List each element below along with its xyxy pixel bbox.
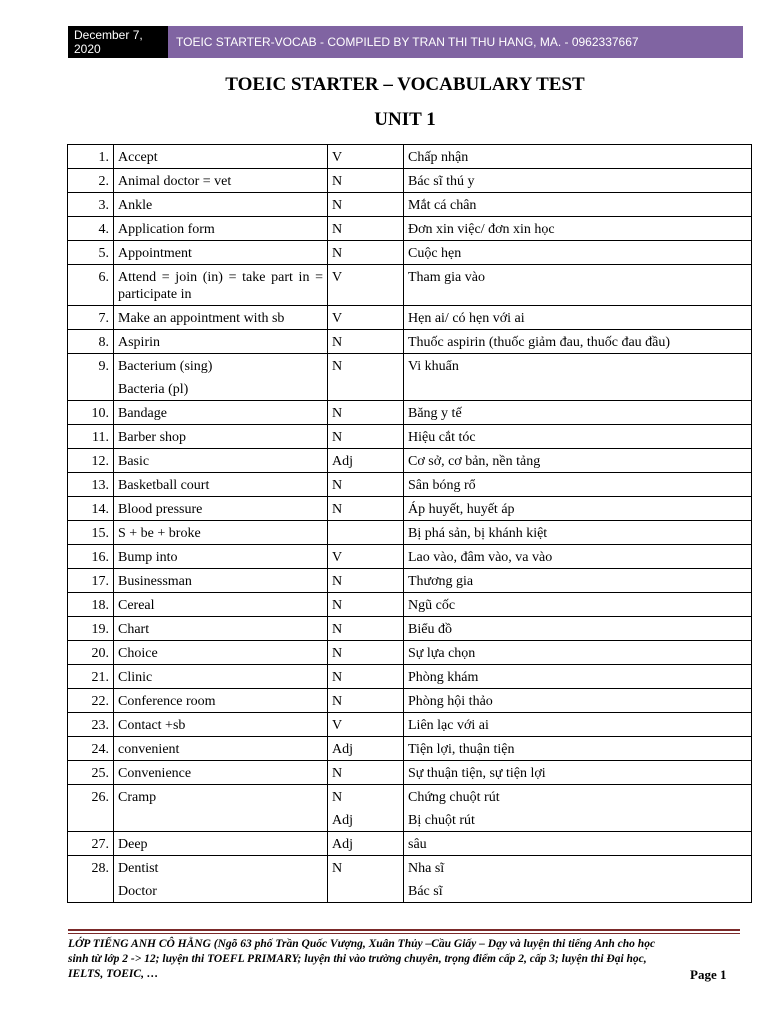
vocab-word-text: Convenience [118, 766, 192, 781]
row-number-text: 26. [91, 790, 109, 805]
row-number [68, 473, 114, 497]
row-number [68, 265, 114, 306]
part-of-speech [328, 145, 404, 169]
row-number [68, 569, 114, 593]
vietnamese-meaning-text: Bị chuột rút [408, 813, 475, 828]
table-row [68, 265, 752, 306]
part-of-speech [328, 856, 404, 903]
row-number-text: 25. [91, 766, 109, 781]
part-of-speech-text: N [332, 174, 343, 189]
row-number [68, 497, 114, 521]
vocab-word-text: Aspirin [118, 335, 160, 350]
vietnamese-meaning-text: Biểu đồ [408, 622, 452, 637]
vietnamese-meaning-text: Phòng khám [408, 670, 479, 685]
part-of-speech-text: Adj [332, 813, 353, 828]
vocab-word-text: Cramp [118, 790, 157, 805]
vocab-word [114, 641, 328, 665]
table-row [68, 665, 752, 689]
part-of-speech-text: V [332, 718, 343, 733]
vocabulary-table [67, 144, 752, 903]
vietnamese-meaning [404, 737, 752, 761]
vietnamese-meaning [404, 785, 752, 832]
vietnamese-meaning [404, 354, 752, 401]
vietnamese-meaning-text: Chứng chuột rút [408, 790, 500, 805]
vocab-word-text: Cereal [118, 598, 155, 613]
row-number [68, 593, 114, 617]
vocab-word-text: Clinic [118, 670, 153, 685]
row-number-text: 12. [91, 454, 109, 469]
part-of-speech-text: N [332, 478, 343, 493]
vocab-word [114, 241, 328, 265]
part-of-speech-text: N [332, 222, 343, 237]
vietnamese-meaning [404, 193, 752, 217]
row-number [68, 241, 114, 265]
vietnamese-meaning [404, 617, 752, 641]
row-number-text: 11. [92, 430, 109, 445]
vietnamese-meaning-text: Băng y tế [408, 406, 462, 421]
row-number [68, 401, 114, 425]
table-row [68, 713, 752, 737]
row-number [68, 521, 114, 545]
table-row [68, 330, 752, 354]
vocab-word [114, 569, 328, 593]
row-number-text: 1. [98, 150, 109, 165]
part-of-speech-text: N [332, 198, 343, 213]
vietnamese-meaning [404, 665, 752, 689]
footer-divider [68, 929, 740, 931]
part-of-speech [328, 401, 404, 425]
part-of-speech-text: N [332, 430, 343, 445]
vocab-word [114, 449, 328, 473]
vietnamese-meaning-text: Tham gia vào [408, 270, 485, 285]
page-header [68, 26, 743, 58]
row-number-text: 6. [98, 270, 109, 285]
vietnamese-meaning [404, 425, 752, 449]
vocab-word [114, 689, 328, 713]
vocab-word [114, 665, 328, 689]
part-of-speech-text: N [332, 766, 343, 781]
table-row [68, 354, 752, 401]
vocab-word [114, 217, 328, 241]
vocab-word [114, 401, 328, 425]
vietnamese-meaning [404, 401, 752, 425]
vietnamese-meaning-text: Sân bóng rổ [408, 478, 476, 493]
row-number [68, 425, 114, 449]
part-of-speech [328, 217, 404, 241]
vietnamese-meaning [404, 689, 752, 713]
part-of-speech-text: N [332, 502, 343, 517]
part-of-speech-text: N [332, 598, 343, 613]
row-number [68, 832, 114, 856]
part-of-speech [328, 449, 404, 473]
document-subtitle: UNIT 1 [374, 109, 436, 130]
vocab-word-text: Application form [118, 222, 215, 237]
table-row [68, 473, 752, 497]
row-number-text: 23. [91, 718, 109, 733]
vocab-word-text: Basketball court [118, 478, 210, 493]
row-number [68, 306, 114, 330]
row-number [68, 785, 114, 832]
part-of-speech [328, 425, 404, 449]
row-number-text: 10. [91, 406, 109, 421]
row-number [68, 665, 114, 689]
row-number [68, 449, 114, 473]
row-number [68, 761, 114, 785]
row-number [68, 545, 114, 569]
vietnamese-meaning-text: Mắt cá chân [408, 198, 477, 213]
table-row [68, 145, 752, 169]
vietnamese-meaning [404, 306, 752, 330]
vocab-word-text: Businessman [118, 574, 192, 589]
vocab-word-text: Conference room [118, 694, 216, 709]
vocab-word [114, 785, 328, 832]
vocab-word [114, 713, 328, 737]
part-of-speech [328, 265, 404, 306]
vietnamese-meaning-text: Chấp nhận [408, 150, 469, 165]
page-number: Page 1 [690, 967, 727, 982]
header-title: TOEIC STARTER-VOCAB - COMPILED BY TRAN THI THU HANG, MA. - 0962337667 [168, 26, 743, 58]
vietnamese-meaning-text: Đơn xin việc/ đơn xin học [408, 222, 555, 237]
vietnamese-meaning [404, 265, 752, 306]
table-row [68, 641, 752, 665]
row-number [68, 617, 114, 641]
vocab-word-text: convenient [118, 742, 180, 757]
row-number-text: 17. [91, 574, 109, 589]
vocab-word-text: Ankle [118, 198, 153, 213]
table-row [68, 761, 752, 785]
vocab-word [114, 169, 328, 193]
vietnamese-meaning [404, 856, 752, 903]
vocab-word [114, 306, 328, 330]
vocab-word [114, 425, 328, 449]
vietnamese-meaning-text: Lao vào, đâm vào, va vào [408, 550, 553, 565]
vietnamese-meaning-text: Ngũ cốc [408, 598, 456, 613]
part-of-speech [328, 354, 404, 401]
part-of-speech [328, 761, 404, 785]
part-of-speech [328, 785, 404, 832]
row-number [68, 193, 114, 217]
vocab-word-text: S + be + broke [118, 526, 201, 541]
row-number-text: 18. [91, 598, 109, 613]
part-of-speech-text: N [332, 694, 343, 709]
footer-text: LỚP TIẾNG ANH CÔ HẰNG (Ngõ 63 phố Trần Quốc Vượng, Xuân Thủy –Cầu Giấy – Dạy và luyện thi tiếng Anh cho học sinh từ lớp 2 -> 12; luyện thi TOEFL PRIMARY; luyện thi vào trường chuyên, trọng điểm cấp 2, cấp 3; luyện thi Đại học, IELTS, TOEIC, … [68, 938, 656, 980]
vietnamese-meaning-text: Thuốc aspirin (thuốc giảm đau, thuốc đau đầu) [408, 335, 671, 350]
vocab-word [114, 265, 328, 306]
part-of-speech-text: V [332, 150, 343, 165]
row-number-text: 2. [98, 174, 109, 189]
table-row [68, 545, 752, 569]
row-number-text: 13. [91, 478, 109, 493]
part-of-speech-text: N [332, 246, 343, 261]
vietnamese-meaning-text: Bị phá sản, bị khánh kiệt [408, 526, 548, 541]
vocab-word-text: Bacterium (sing) [118, 359, 213, 374]
vocab-word-text: Accept [118, 150, 158, 165]
vietnamese-meaning [404, 713, 752, 737]
table-row [68, 569, 752, 593]
vietnamese-meaning [404, 241, 752, 265]
vocab-word-text: Chart [118, 622, 150, 637]
vocab-word [114, 145, 328, 169]
vocab-word-text: Blood pressure [118, 502, 203, 517]
table-row [68, 217, 752, 241]
vietnamese-meaning [404, 569, 752, 593]
part-of-speech-text: V [332, 550, 343, 565]
table-row [68, 497, 752, 521]
table-row [68, 401, 752, 425]
vietnamese-meaning-text: Áp huyết, huyết áp [408, 502, 515, 517]
document-title: TOEIC STARTER – VOCABULARY TEST [225, 74, 585, 95]
vietnamese-meaning-text: Liên lạc với ai [408, 718, 489, 733]
vietnamese-meaning [404, 641, 752, 665]
row-number-text: 3. [98, 198, 109, 213]
footer-divider-thin [68, 933, 740, 934]
part-of-speech-text: V [332, 311, 343, 326]
vietnamese-meaning [404, 497, 752, 521]
row-number-text: 16. [91, 550, 109, 565]
vietnamese-meaning-text: Nha sĩ [408, 861, 445, 876]
table-row [68, 521, 752, 545]
row-number-text: 19. [91, 622, 109, 637]
vietnamese-meaning [404, 217, 752, 241]
row-number-text: 8. [98, 335, 109, 350]
vietnamese-meaning [404, 521, 752, 545]
vietnamese-meaning [404, 330, 752, 354]
vocab-word-text: Choice [118, 646, 158, 661]
vocab-word [114, 737, 328, 761]
vocab-word [114, 354, 328, 401]
vocab-word-text: Bump into [118, 550, 178, 565]
part-of-speech [328, 545, 404, 569]
part-of-speech-text: Adj [332, 837, 353, 852]
part-of-speech [328, 593, 404, 617]
row-number-text: 4. [98, 222, 109, 237]
vietnamese-meaning-text: Bác sĩ [408, 884, 443, 899]
part-of-speech-text: N [332, 574, 343, 589]
part-of-speech-text: N [332, 861, 343, 876]
table-row [68, 593, 752, 617]
vocab-word-text: Appointment [118, 246, 192, 261]
table-row [68, 169, 752, 193]
vocab-word [114, 330, 328, 354]
vocab-word [114, 497, 328, 521]
part-of-speech-text: N [332, 406, 343, 421]
row-number-text: 9. [98, 359, 109, 374]
row-number-text: 24. [91, 742, 109, 757]
table-row [68, 449, 752, 473]
vietnamese-meaning-text: Cơ sở, cơ bản, nền tảng [408, 454, 541, 469]
table-row [68, 785, 752, 832]
part-of-speech [328, 689, 404, 713]
vocab-word-text: Bandage [118, 406, 167, 421]
vietnamese-meaning [404, 145, 752, 169]
part-of-speech [328, 169, 404, 193]
vietnamese-meaning-text: Sự thuận tiện, sự tiện lợi [408, 766, 546, 781]
vietnamese-meaning-text: Sự lựa chọn [408, 646, 476, 661]
part-of-speech-text: Adj [332, 454, 353, 469]
row-number-text: 21. [91, 670, 109, 685]
row-number [68, 217, 114, 241]
row-number-text: 20. [91, 646, 109, 661]
part-of-speech [328, 193, 404, 217]
table-row [68, 617, 752, 641]
vocab-word [114, 521, 328, 545]
row-number [68, 145, 114, 169]
row-number-text: 7. [98, 311, 109, 326]
part-of-speech-text: N [332, 622, 343, 637]
vocab-word [114, 761, 328, 785]
part-of-speech [328, 497, 404, 521]
table-row [68, 241, 752, 265]
vocab-word-text: Make an appointment with sb [118, 311, 285, 326]
part-of-speech [328, 832, 404, 856]
vocab-word-text: Animal doctor = vet [118, 174, 232, 189]
vocab-word [114, 856, 328, 903]
table-row [68, 856, 752, 903]
vocab-word-text: Doctor [118, 884, 157, 899]
row-number-text: 5. [98, 246, 109, 261]
part-of-speech [328, 665, 404, 689]
vietnamese-meaning-text: sâu [408, 837, 427, 852]
vietnamese-meaning [404, 169, 752, 193]
part-of-speech [328, 713, 404, 737]
vocab-word [114, 832, 328, 856]
part-of-speech [328, 617, 404, 641]
row-number [68, 737, 114, 761]
row-number-text: 15. [91, 526, 109, 541]
row-number [68, 713, 114, 737]
vocab-word [114, 473, 328, 497]
vocab-word-text: Dentist [118, 861, 159, 876]
vietnamese-meaning-text: Phòng hội thảo [408, 694, 493, 709]
part-of-speech [328, 737, 404, 761]
row-number [68, 641, 114, 665]
vocab-word [114, 617, 328, 641]
row-number [68, 689, 114, 713]
part-of-speech-text: Adj [332, 742, 353, 757]
vocab-word [114, 545, 328, 569]
row-number-text: 22. [91, 694, 109, 709]
vietnamese-meaning [404, 593, 752, 617]
vocab-word-text: Attend = join (in) = take part in = participate in [118, 270, 323, 302]
row-number [68, 330, 114, 354]
part-of-speech [328, 241, 404, 265]
part-of-speech-text: N [332, 646, 343, 661]
part-of-speech [328, 641, 404, 665]
table-row [68, 737, 752, 761]
part-of-speech-text: N [332, 670, 343, 685]
table-row [68, 306, 752, 330]
table-row [68, 689, 752, 713]
vocab-word [114, 593, 328, 617]
vietnamese-meaning [404, 832, 752, 856]
vietnamese-meaning-text: Thương gia [408, 574, 474, 589]
vietnamese-meaning [404, 449, 752, 473]
row-number [68, 169, 114, 193]
row-number-text: 27. [91, 837, 109, 852]
part-of-speech [328, 330, 404, 354]
row-number-text: 14. [91, 502, 109, 517]
vietnamese-meaning [404, 545, 752, 569]
part-of-speech [328, 521, 404, 545]
vietnamese-meaning-text: Tiện lợi, thuận tiện [408, 742, 515, 757]
vocab-word-text: Bacteria (pl) [118, 382, 189, 397]
table-row [68, 425, 752, 449]
vocab-word-text: Deep [118, 837, 148, 852]
table-row [68, 193, 752, 217]
part-of-speech [328, 473, 404, 497]
vocab-word-text: Barber shop [118, 430, 187, 445]
vietnamese-meaning [404, 761, 752, 785]
header-date: December 7, 2020 [68, 26, 168, 58]
vietnamese-meaning-text: Hẹn ai/ có hẹn với ai [408, 311, 525, 326]
row-number [68, 354, 114, 401]
part-of-speech-text: N [332, 790, 343, 805]
row-number [68, 856, 114, 903]
vietnamese-meaning-text: Vi khuẩn [408, 359, 459, 374]
vocab-word-text: Basic [118, 454, 150, 469]
part-of-speech-text: V [332, 270, 343, 285]
part-of-speech [328, 306, 404, 330]
vietnamese-meaning-text: Cuộc hẹn [408, 246, 462, 261]
vocab-word-text: Contact +sb [118, 718, 186, 733]
vietnamese-meaning [404, 473, 752, 497]
row-number-text: 28. [91, 861, 109, 876]
vietnamese-meaning-text: Bác sĩ thú y [408, 174, 475, 189]
part-of-speech-text: N [332, 335, 343, 350]
part-of-speech-text: N [332, 359, 343, 374]
vocab-word [114, 193, 328, 217]
part-of-speech [328, 569, 404, 593]
table-row [68, 832, 752, 856]
vietnamese-meaning-text: Hiệu cắt tóc [408, 430, 476, 445]
